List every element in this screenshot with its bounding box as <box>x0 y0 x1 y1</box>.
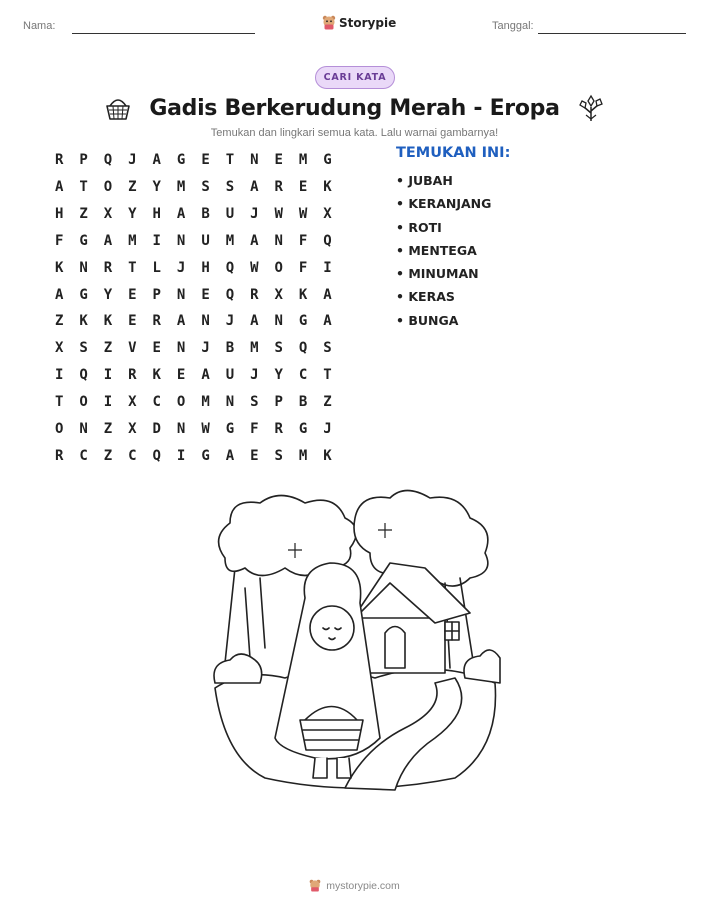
grid-row <box>47 201 340 228</box>
grid-cell[interactable]: O <box>176 394 186 411</box>
grid-cell[interactable]: N <box>176 286 186 303</box>
grid-row <box>47 335 340 362</box>
grid-cell[interactable]: Z <box>79 206 88 223</box>
grid-cell[interactable]: W <box>274 206 283 223</box>
grid-cell[interactable]: Z <box>103 447 113 464</box>
grid-cell[interactable]: N <box>176 420 186 437</box>
grid-cell[interactable]: R <box>250 286 259 303</box>
grid-cell[interactable]: K <box>152 367 161 384</box>
grid-cell[interactable]: K <box>298 286 308 303</box>
grid-cell[interactable]: E <box>298 179 308 196</box>
grid-cell[interactable]: N <box>225 394 235 411</box>
grid-cell[interactable]: C <box>152 394 161 411</box>
grid-cell[interactable]: A <box>54 179 64 196</box>
grid-cell[interactable]: Z <box>103 420 113 437</box>
word-list-item: • JUBAH <box>396 173 453 188</box>
grid-cell[interactable]: W <box>298 206 308 223</box>
grid-cell[interactable]: Q <box>323 232 332 249</box>
grid-cell[interactable]: X <box>128 394 137 411</box>
grid-cell[interactable]: G <box>323 152 332 169</box>
grid-cell[interactable]: S <box>225 179 235 196</box>
footer <box>0 879 709 892</box>
grid-cell[interactable]: E <box>176 367 186 384</box>
grid-cell[interactable]: E <box>128 286 137 303</box>
grid-cell[interactable]: K <box>323 179 332 196</box>
word-list-item: • MENTEGA <box>396 242 477 258</box>
basket-icon <box>103 93 133 123</box>
grid-cell[interactable]: F <box>298 232 308 249</box>
grid-cell[interactable]: Z <box>323 394 332 411</box>
grid-cell[interactable]: R <box>274 179 283 196</box>
grid-cell[interactable]: G <box>201 447 210 464</box>
coloring-illustration[interactable] <box>205 488 505 808</box>
grid-row <box>47 174 340 201</box>
grid-row <box>47 362 340 389</box>
grid-cell[interactable]: J <box>250 367 259 384</box>
grid-row <box>47 442 340 469</box>
storypie-mascot-icon <box>322 15 336 30</box>
grid-cell[interactable]: P <box>152 286 161 303</box>
grid-cell[interactable]: Y <box>274 367 283 384</box>
grid-cell[interactable]: G <box>79 232 88 249</box>
storypie-mascot-icon <box>309 879 321 892</box>
grid-cell[interactable]: N <box>201 313 210 330</box>
grid-cell[interactable]: E <box>128 313 137 330</box>
word-list-item: • BUNGA <box>396 312 459 328</box>
grid-cell[interactable]: G <box>298 313 308 330</box>
grid-cell[interactable]: E <box>152 340 161 357</box>
grid-cell[interactable]: A <box>250 232 259 249</box>
word-list <box>396 145 510 332</box>
grid-cell[interactable]: V <box>128 340 137 357</box>
grid-cell[interactable]: B <box>201 206 210 223</box>
grid-cell[interactable]: Q <box>225 286 235 303</box>
grid-cell[interactable]: M <box>298 152 308 169</box>
basket <box>300 720 363 750</box>
word-search-grid[interactable] <box>47 147 340 469</box>
grid-cell[interactable]: B <box>225 340 235 357</box>
grid-cell[interactable]: G <box>225 420 235 437</box>
worksheet-header <box>0 14 709 38</box>
grid-cell[interactable]: K <box>103 313 113 330</box>
grid-cell[interactable]: J <box>250 206 259 223</box>
grid-row <box>47 415 340 442</box>
grid-cell[interactable]: J <box>225 313 235 330</box>
grid-cell[interactable]: R <box>274 420 283 437</box>
grid-cell[interactable]: M <box>225 232 235 249</box>
grid-cell[interactable]: G <box>298 420 308 437</box>
grid-cell[interactable]: N <box>274 232 283 249</box>
grid-cell[interactable]: R <box>152 313 161 330</box>
grid-cell[interactable]: C <box>79 447 88 464</box>
grid-cell[interactable]: E <box>274 152 283 169</box>
bush <box>214 654 262 683</box>
grid-cell[interactable]: N <box>79 420 88 437</box>
grid-cell[interactable]: I <box>103 367 113 384</box>
grid-cell[interactable]: W <box>201 420 210 437</box>
grid-cell[interactable]: F <box>250 420 259 437</box>
grid-cell[interactable]: Z <box>128 179 137 196</box>
grid-cell[interactable]: S <box>274 447 283 464</box>
grid-cell[interactable]: Y <box>103 286 113 303</box>
grid-cell[interactable]: P <box>274 394 283 411</box>
grid-cell[interactable]: Z <box>103 340 113 357</box>
grid-cell[interactable]: F <box>298 259 308 276</box>
name-label: Nama: <box>23 20 56 32</box>
word-list-heading: TEMUKAN INI: <box>396 145 511 161</box>
grid-cell[interactable]: N <box>176 232 186 249</box>
grid-cell[interactable]: M <box>176 179 186 196</box>
brand-logo <box>322 15 396 30</box>
grid-cell[interactable]: A <box>54 286 64 303</box>
grid-cell[interactable]: D <box>152 420 161 437</box>
grid-cell[interactable]: Q <box>79 367 88 384</box>
grid-cell[interactable]: O <box>103 179 113 196</box>
grid-cell[interactable]: J <box>128 152 137 169</box>
grid-cell[interactable]: H <box>54 206 64 223</box>
grid-cell[interactable]: A <box>176 313 186 330</box>
grid-cell[interactable]: A <box>250 179 259 196</box>
date-label: Tanggal: <box>492 20 534 32</box>
grid-cell[interactable]: Q <box>103 152 113 169</box>
grid-cell[interactable]: T <box>79 179 88 196</box>
grid-cell[interactable]: T <box>128 259 137 276</box>
grid-cell[interactable]: Z <box>54 313 64 330</box>
grid-cell[interactable]: A <box>250 313 259 330</box>
grid-cell[interactable]: X <box>103 206 113 223</box>
grid-cell[interactable]: N <box>79 259 88 276</box>
grid-cell[interactable]: R <box>103 259 113 276</box>
name-line <box>72 33 255 34</box>
grid-cell[interactable]: H <box>201 259 210 276</box>
grid-cell[interactable]: I <box>323 259 332 276</box>
grid-cell[interactable]: M <box>128 232 137 249</box>
grid-cell[interactable]: S <box>323 340 332 357</box>
grid-cell[interactable]: P <box>79 152 88 169</box>
instructions: Temukan dan lingkari semua kata. Lalu warnai gambarnya! <box>210 127 499 139</box>
grid-cell[interactable]: Q <box>298 340 308 357</box>
grid-cell[interactable]: R <box>54 152 64 169</box>
grid-cell[interactable]: U <box>225 367 235 384</box>
title-row <box>0 90 709 126</box>
flower-bouquet-icon <box>576 93 606 123</box>
grid-cell[interactable]: A <box>225 447 235 464</box>
grid-cell[interactable]: T <box>225 152 235 169</box>
grid-cell[interactable]: G <box>79 286 88 303</box>
grid-row <box>47 228 340 255</box>
grid-cell[interactable]: U <box>225 206 235 223</box>
grid-cell[interactable]: M <box>298 447 308 464</box>
grid-cell[interactable]: K <box>79 313 88 330</box>
grid-cell[interactable]: I <box>152 232 161 249</box>
grid-cell[interactable]: T <box>54 394 64 411</box>
grid-cell[interactable]: C <box>128 447 137 464</box>
grid-row <box>47 254 340 281</box>
date-line <box>538 33 686 34</box>
grid-cell[interactable]: E <box>250 447 259 464</box>
grid-cell[interactable]: A <box>323 313 332 330</box>
grid-cell[interactable]: R <box>128 367 137 384</box>
grid-cell[interactable]: W <box>250 259 259 276</box>
grid-cell[interactable]: R <box>54 447 64 464</box>
grid-cell[interactable]: K <box>54 259 64 276</box>
grid-cell[interactable]: I <box>176 447 186 464</box>
grid-cell[interactable]: A <box>176 206 186 223</box>
grid-cell[interactable]: O <box>79 394 88 411</box>
grid-cell[interactable]: Y <box>152 179 161 196</box>
grid-cell[interactable]: M <box>250 340 259 357</box>
grid-cell[interactable]: I <box>103 394 113 411</box>
grid-cell[interactable]: X <box>54 340 64 357</box>
grid-cell[interactable]: I <box>54 367 64 384</box>
grid-cell[interactable]: A <box>152 152 161 169</box>
grid-cell[interactable]: O <box>54 420 64 437</box>
word-list-item: • KERANJANG <box>396 196 492 212</box>
grid-cell[interactable]: S <box>79 340 88 357</box>
grid-row <box>47 281 340 308</box>
grid-cell[interactable]: Q <box>225 259 235 276</box>
grid-cell[interactable]: J <box>176 259 186 276</box>
grid-cell[interactable]: L <box>152 259 161 276</box>
grid-cell[interactable]: N <box>250 152 259 169</box>
grid-cell[interactable]: F <box>54 232 64 249</box>
grid-cell[interactable]: M <box>201 394 210 411</box>
grid-cell[interactable]: A <box>323 286 332 303</box>
word-list-item: • MINUMAN <box>396 266 479 282</box>
grid-cell[interactable]: Q <box>152 447 161 464</box>
girl-face <box>310 606 354 650</box>
grid-cell[interactable]: J <box>323 420 332 437</box>
grid-cell[interactable]: C <box>298 367 308 384</box>
footer-url: mystorypie.com <box>326 879 400 892</box>
grid-cell[interactable]: S <box>201 179 210 196</box>
grid-row <box>47 389 340 416</box>
house-door <box>385 627 405 669</box>
grid-cell[interactable]: O <box>274 259 283 276</box>
brand-name: Storypie <box>339 15 397 30</box>
grid-cell[interactable]: E <box>201 286 210 303</box>
grid-row <box>47 147 340 174</box>
grid-cell[interactable]: A <box>103 232 113 249</box>
grid-cell[interactable]: H <box>152 206 161 223</box>
bush <box>464 650 500 683</box>
word-list-item: • ROTI <box>396 219 442 235</box>
grid-cell[interactable]: B <box>298 394 308 411</box>
grid-cell[interactable]: T <box>323 367 332 384</box>
grid-cell[interactable]: A <box>201 367 210 384</box>
grid-cell[interactable]: S <box>274 340 283 357</box>
grid-cell[interactable]: K <box>323 447 332 464</box>
grid-cell[interactable]: X <box>323 206 332 223</box>
grid-cell[interactable]: U <box>201 232 210 249</box>
grid-cell[interactable]: E <box>201 152 210 169</box>
word-list-item: • KERAS <box>396 289 455 305</box>
grid-cell[interactable]: J <box>201 340 210 357</box>
grid-row <box>47 308 340 335</box>
grid-cell[interactable]: S <box>250 394 259 411</box>
tree-trunks-left <box>225 568 265 663</box>
grid-cell[interactable]: N <box>176 340 186 357</box>
page-title: Gadis Berkerudung Merah - Eropa <box>149 95 560 121</box>
activity-badge-label: CARI KATA <box>323 72 387 83</box>
grid-cell[interactable]: X <box>274 286 283 303</box>
grid-cell[interactable]: G <box>176 152 186 169</box>
grid-cell[interactable]: Y <box>128 206 137 223</box>
grid-cell[interactable]: N <box>274 313 283 330</box>
activity-badge <box>315 66 395 89</box>
grid-cell[interactable]: X <box>128 420 137 437</box>
